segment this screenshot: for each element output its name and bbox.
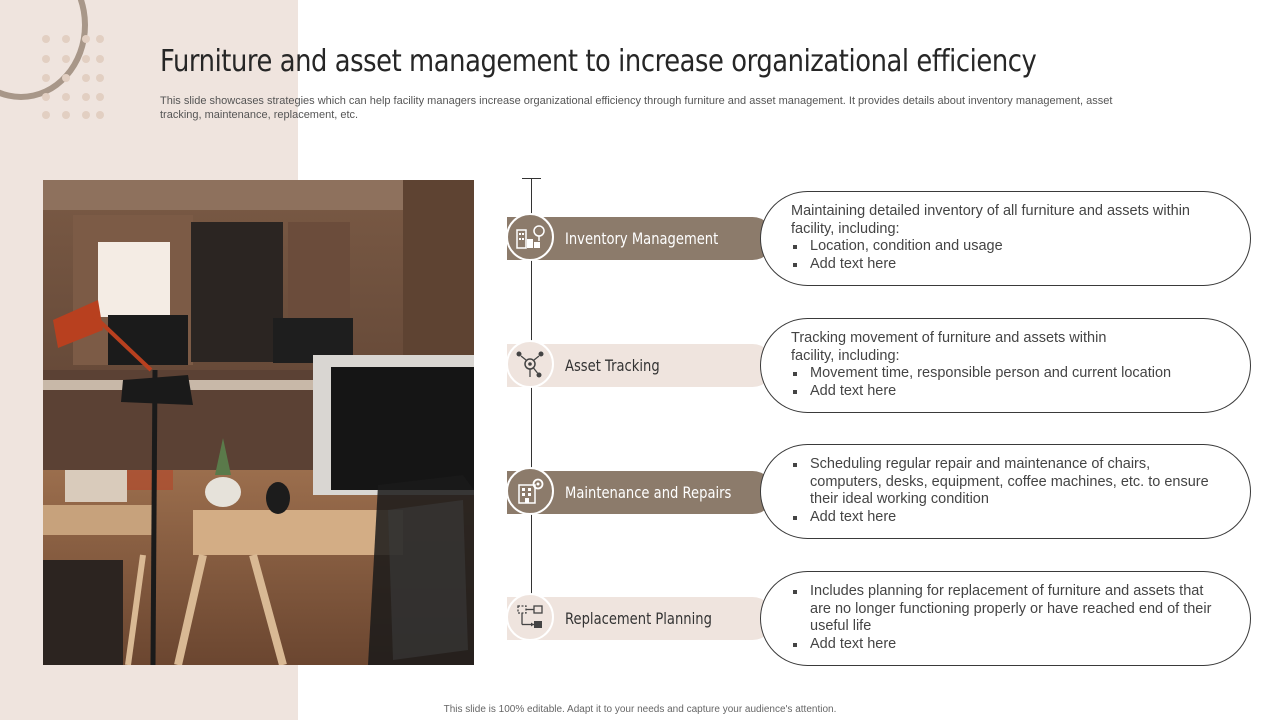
step-intro: Tracking movement of furniture and assets within facility, including: (791, 330, 1107, 364)
step-pill-inventory-management (507, 217, 774, 260)
target-network-icon (506, 340, 554, 388)
step-label: Maintenance and Repairs (565, 483, 732, 502)
bullet-item: Includes planning for replacement of furniture and assets that are no longer functioning properly or have reached end of their useful life (791, 583, 1220, 636)
step-intro: Maintaining detailed inventory of all furniture and assets within facility, including: (791, 203, 1190, 237)
step-pill-asset-tracking (507, 344, 774, 387)
slide-title: Furniture and asset management to increase organizational efficiency (160, 44, 1037, 79)
step-pill-maintenance-and-repairs (507, 471, 774, 514)
step-label: Inventory Management (565, 229, 719, 248)
replacement-flow-icon (506, 593, 554, 641)
bullet-list (791, 365, 1220, 400)
bullet-item: Add text here (791, 256, 1220, 274)
office-photo (43, 180, 474, 665)
bullet-item: Add text here (791, 509, 1220, 527)
building-gear-icon (506, 467, 554, 515)
slide-subtitle: This slide showcases strategies which can help facility managers increase organizational efficiency through furniture and asset management. It provides details about inventory management, asset tracking, maintenance, replacement, etc. (160, 95, 1113, 121)
bullet-item: Add text here (791, 636, 1220, 654)
step-label: Asset Tracking (565, 356, 660, 375)
bullet-item: Location, condition and usage (791, 238, 1220, 256)
inventory-icon (506, 213, 554, 261)
bullet-item: Movement time, responsible person and current location (791, 365, 1220, 383)
slide-footer: This slide is 100% editable. Adapt it to your needs and capture your audience's attention. (443, 704, 837, 715)
decorative-dot-grid (42, 35, 102, 120)
step-description-inventory-management (760, 191, 1251, 286)
bullet-list (791, 456, 1220, 527)
bullet-list (791, 238, 1220, 273)
step-description-replacement-planning (760, 571, 1251, 666)
step-label: Replacement Planning (565, 609, 712, 628)
step-description-asset-tracking (760, 318, 1251, 413)
bullet-item: Scheduling regular repair and maintenance of chairs, computers, desks, equipment, coffee machines, etc. to ensure their ideal working condition (791, 456, 1220, 509)
step-description-maintenance-and-repairs (760, 444, 1251, 539)
bullet-item: Add text here (791, 383, 1220, 401)
bullet-list (791, 583, 1220, 654)
step-pill-replacement-planning (507, 597, 774, 640)
